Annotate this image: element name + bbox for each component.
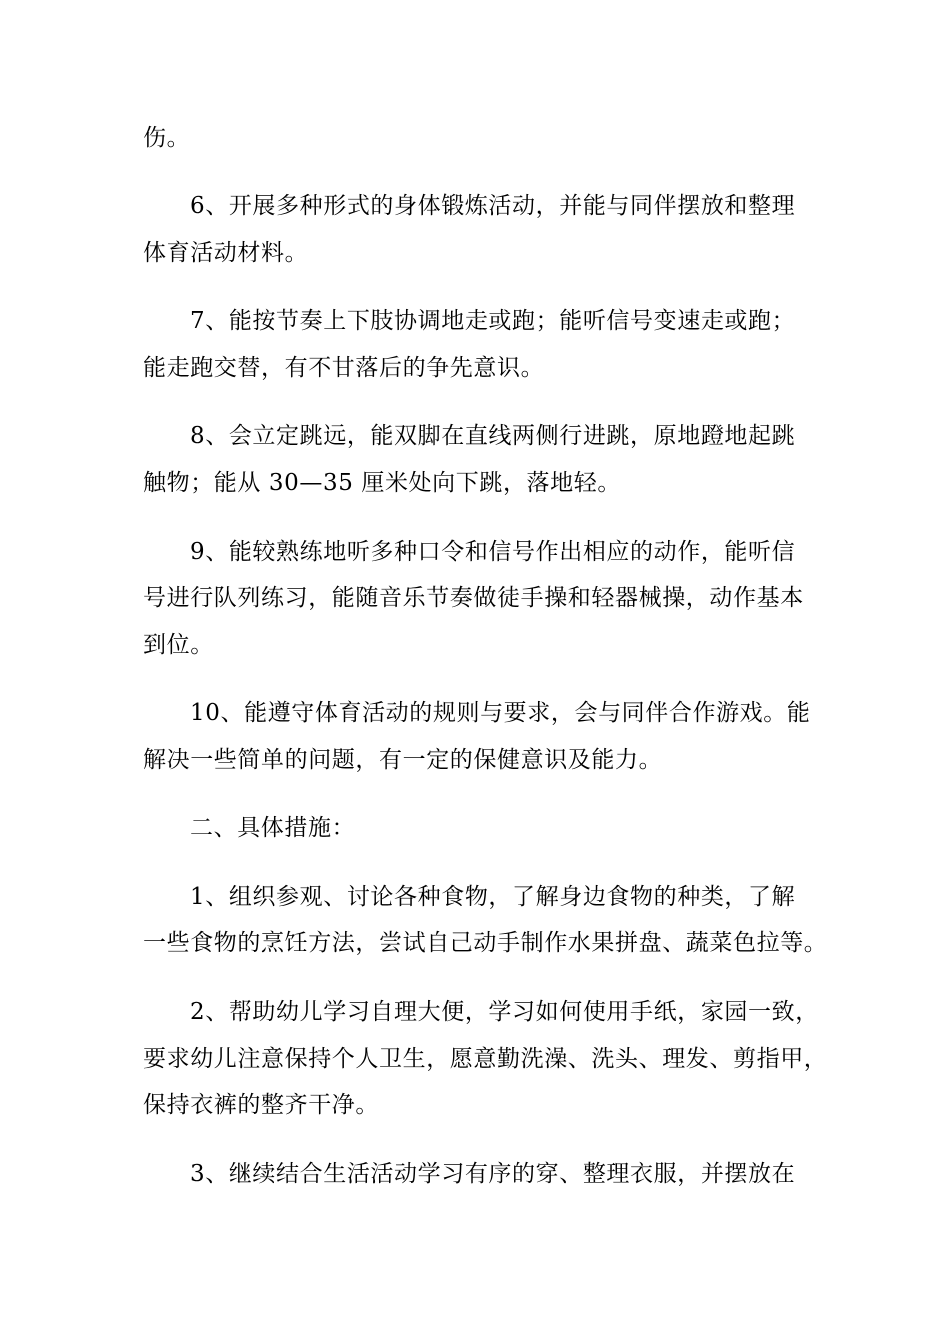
item-8-line-1: 8、会立定跳远，能双脚在直线两侧行进跳，原地蹬地起跳 <box>190 423 796 449</box>
section-heading: 二、具体措施： <box>190 815 356 841</box>
item-9-line-2: 号进行队列练习，能随音乐节奏做徒手操和轻器械操，动作基本 <box>143 585 804 611</box>
item-6-line-2: 体育活动材料。 <box>143 240 309 266</box>
text-line: 伤。 <box>143 125 191 151</box>
measure-2-line-2: 要求幼儿注意保持个人卫生，愿意勤洗澡、洗头、理发、剪指甲， <box>143 1046 828 1072</box>
item-10-line-1: 10、能遵守体育活动的规则与要求，会与同伴合作游戏。能 <box>190 700 811 726</box>
item-8-line-2: 触物；能从 30—35 厘米处向下跳，落地轻。 <box>143 470 621 496</box>
item-7-line-2: 能走跑交替，有不甘落后的争先意识。 <box>143 355 545 381</box>
measure-2-line-1: 2、帮助幼儿学习自理大便，学习如何使用手纸，家园一致， <box>190 999 819 1025</box>
item-9-line-1: 9、能较熟练地听多种口令和信号作出相应的动作，能听信 <box>190 539 796 565</box>
item-10-line-2: 解决一些简单的问题，有一定的保健意识及能力。 <box>143 747 663 773</box>
measure-1-line-1: 1、组织参观、讨论各种食物，了解身边食物的种类，了解 <box>190 884 796 910</box>
item-7-line-1: 7、能按节奏上下肢协调地走或跑；能听信号变速走或跑； <box>190 308 796 334</box>
measure-3-line-1: 3、继续结合生活活动学习有序的穿、整理衣服，并摆放在 <box>190 1161 796 1187</box>
measure-1-line-2: 一些食物的烹饪方法，尝试自己动手制作水果拼盘、蔬菜色拉等。 <box>143 930 828 956</box>
item-9-line-3: 到位。 <box>143 632 214 658</box>
measure-2-line-3: 保持衣裤的整齐干净。 <box>143 1092 379 1118</box>
item-6-line-1: 6、开展多种形式的身体锻炼活动，并能与同伴摆放和整理 <box>190 193 796 219</box>
